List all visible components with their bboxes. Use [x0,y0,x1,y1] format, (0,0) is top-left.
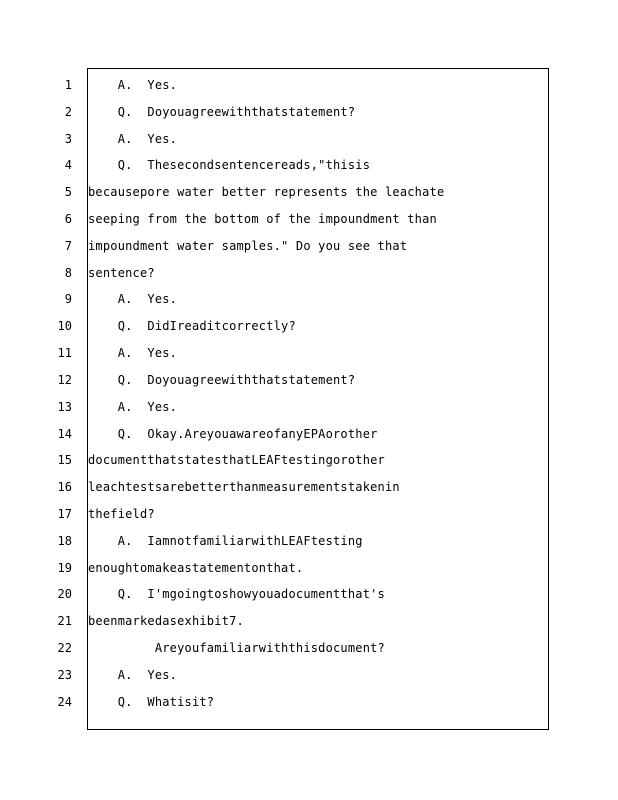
line-number: 20 [57,587,72,601]
line-number: 6 [64,212,72,226]
line-number: 23 [57,668,72,682]
transcript-line: enoughtomakeastatementonthat. [88,561,304,575]
line-number: 17 [57,507,72,521]
line-number: 14 [57,427,72,441]
line-number: 5 [64,185,72,199]
line-number: 2 [64,105,72,119]
line-number: 9 [64,292,72,306]
transcript-line: A. Yes. [88,400,178,414]
line-number: 3 [64,132,72,146]
transcript-line: Q. Thesecondsentencereads,"thisis [88,158,371,172]
transcript-line: seeping from the bottom of the impoundment than [88,212,437,226]
line-number: 16 [57,480,72,494]
line-number: 15 [57,453,72,467]
line-number: 22 [57,641,72,655]
line-number: 4 [64,158,72,172]
transcript-line: Q. Doyouagreewiththatstatement? [88,373,356,387]
line-number: 7 [64,239,72,253]
transcript-line: Q. DidIreaditcorrectly? [88,319,296,333]
transcript-line: impoundment water samples." Do you see that [88,239,408,253]
transcript-line: sentence? [88,266,155,280]
transcript-line: thefield? [88,507,155,521]
transcript-line: Q. Okay.AreyouawareofanyEPAorother [88,427,378,441]
transcript-line: documentthatstatesthatLEAFtestingorother [88,453,385,467]
line-number: 1 [64,78,72,92]
transcript-line: Q. Doyouagreewiththatstatement? [88,105,356,119]
line-number: 18 [57,534,72,548]
line-number: 8 [64,266,72,280]
transcript-line: A. Yes. [88,668,178,682]
line-number: 19 [57,561,72,575]
transcript-line: Q. I'mgoingtoshowyouadocumentthat's [88,587,385,601]
transcript-line: beenmarkedasexhibit7. [88,614,244,628]
transcript-line: A. Yes. [88,346,178,360]
transcript-line: Areyoufamiliarwiththisdocument? [88,641,385,655]
transcript-line: Q. Whatisit? [88,695,215,709]
line-number: 11 [57,346,72,360]
transcript-line: A. IamnotfamiliarwithLEAFtesting [88,534,363,548]
transcript-line: A. Yes. [88,292,178,306]
line-number: 10 [57,319,72,333]
line-number: 21 [57,614,72,628]
transcript-line: becausepore water better represents the leachate [88,185,445,199]
line-number: 24 [57,695,72,709]
line-number: 12 [57,373,72,387]
transcript-line: A. Yes. [88,132,178,146]
line-number: 13 [57,400,72,414]
transcript-line: leachtestsarebetterthanmeasurementstakenin [88,480,400,494]
transcript-line: A. Yes. [88,78,178,92]
